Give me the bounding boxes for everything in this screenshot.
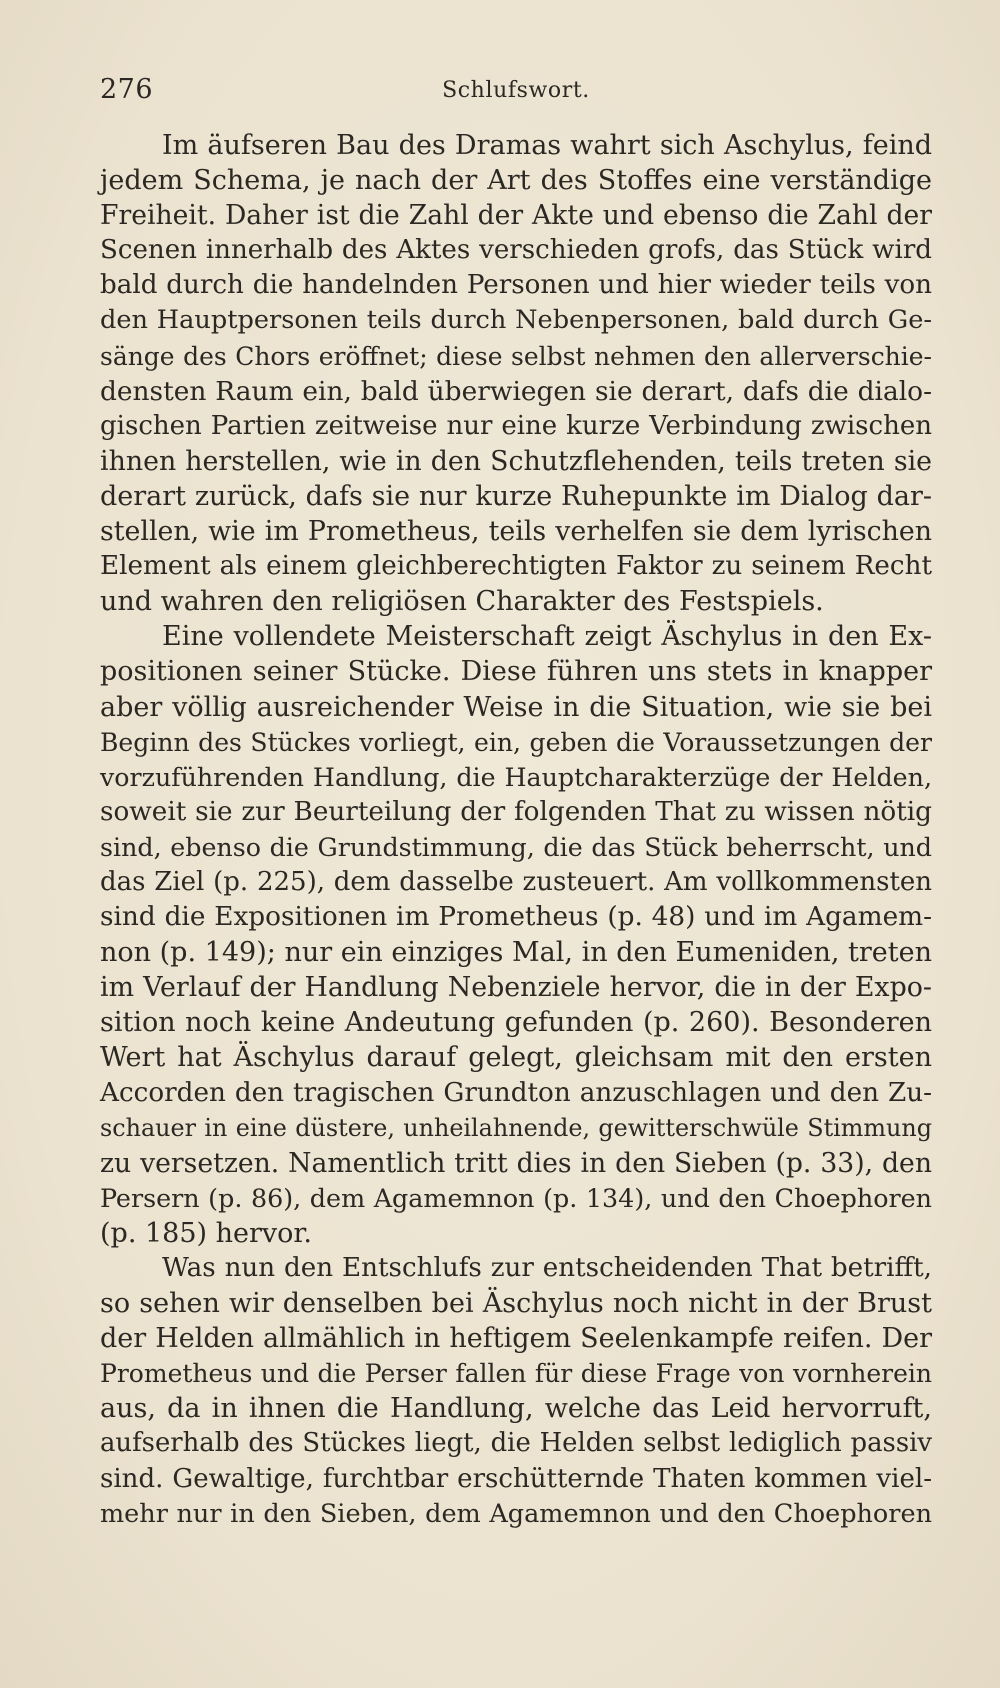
text-line: das Ziel (p. 225), dem dasselbe zusteuert. Am vollkommensten [100,866,932,897]
running-title: Schlufswort. [442,78,590,103]
text-line: mehr nur in den Sieben, dem Agamemnon und den Choephoren [100,1498,932,1529]
text-line: positionen seiner Stücke. Diese führen uns stets in knapper [100,656,932,688]
text-line: bald durch die handelnden Personen und hier wieder teils von [100,270,932,301]
text-line: Freiheit. Daher ist die Zahl der Akte und ebenso die Zahl der [100,200,932,232]
text-line: vorzuführenden Handlung, die Hauptcharakterzüge der Helden, [100,762,932,792]
text-line: sition noch keine Andeutung gefunden (p. 260). Besonderen [100,1007,932,1039]
text-line: Im äufseren Bau des Dramas wahrt sich Aschylus, feind [162,130,932,161]
text-line: Persern (p. 86), dem Agamemnon (p. 134), und den Choephoren [100,1182,932,1213]
text-line: so sehen wir denselben bei Äschylus noch nicht in der Brust [100,1288,932,1320]
text-line: jedem Schema, je nach der Art des Stoffes eine verständige [100,165,932,197]
text-line: (p. 185) hervor. [100,1217,312,1249]
text-line: Element als einem gleichberechtigten Faktor zu seinem Recht [100,551,932,582]
body-text [100,128,932,1532]
text-line: im Verlauf der Handlung Nebenziele hervor, die in der Expo- [100,972,932,1004]
text-line: densten Raum ein, bald überwiegen sie derart, dafs die dialo- [100,375,932,407]
page-number: 276 [100,74,154,105]
text-line: sind die Expositionen im Prometheus (p. 48) und im Agamem- [100,902,932,933]
text-line: schauer in eine düstere, unheilahnende, gewitterschwüle Stimmung [100,1113,932,1142]
text-line: Wert hat Äschylus darauf gelegt, gleichsam mit den ersten [100,1042,932,1074]
text-line: Was nun den Entschlufs zur entscheidenden That betrifft, [162,1253,932,1283]
text-line: der Helden allmählich in heftigem Seelenkampfe reifen. Der [100,1323,932,1355]
text-line: und wahren den religiösen Charakter des Festspiels. [100,586,824,618]
text-line: aus, da in ihnen die Handlung, welche das Leid hervorruft, [100,1393,932,1425]
text-line: sind. Gewaltige, furchtbar erschütternde Thaten kommen viel- [100,1463,932,1494]
text-line: zu versetzen. Namentlich tritt dies in den Sieben (p. 33), den [100,1147,932,1179]
text-line: ihnen herstellen, wie in den Schutzflehenden, teils treten sie [100,445,932,477]
text-line: aber völlig ausreichender Weise in die Situation, wie sie bei [100,691,932,723]
page-header [100,74,932,114]
text-line: Prometheus und die Perser fallen für diese Frage von vornherein [100,1359,932,1389]
text-line: den Hauptpersonen teils durch Nebenpersonen, bald durch Ge- [100,305,932,336]
text-line: derart zurück, dafs sie nur kurze Ruhepunkte im Dialog dar- [100,480,932,512]
text-line: Beginn des Stückes vorliegt, ein, geben die Voraussetzungen der [100,727,932,757]
text-line: Scenen innerhalb des Aktes verschieden grofs, das Stück wird [100,235,932,266]
text-line: stellen, wie im Prometheus, teils verhelfen sie dem lyrischen [100,516,932,548]
text-line: soweit sie zur Beurteilung der folgenden That zu wissen nötig [100,796,932,827]
text-line: sind, ebenso die Grundstimmung, die das Stück beherrscht, und [100,831,932,862]
text-line: Eine vollendete Meisterschaft zeigt Äschylus in den Ex- [162,621,932,653]
text-line: Accorden den tragischen Grundton anzuschlagen und den Zu- [100,1077,932,1108]
text-line: non (p. 149); nur ein einziges Mal, in den Eumeniden, treten [100,937,932,969]
text-line: aufserhalb des Stückes liegt, die Helden selbst lediglich passiv [100,1428,932,1459]
text-line: gischen Partien zeitweise nur eine kurze Verbindung zwischen [100,410,932,441]
text-line: sänge des Chors eröffnet; diese selbst nehmen den allerverschie- [100,341,932,371]
